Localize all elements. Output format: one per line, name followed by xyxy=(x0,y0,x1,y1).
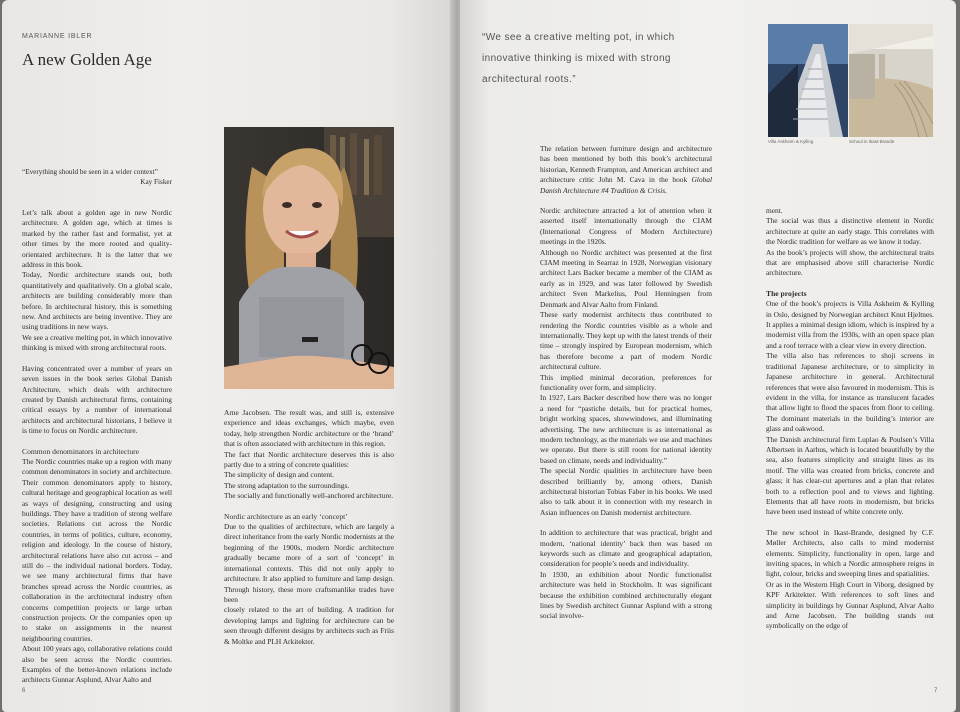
left-page xyxy=(2,0,454,712)
paragraph: About 100 years ago, collaborative relations could also be seen across the Nordic countries. Examples of the better-known relations include architects Gunnar Asplund, Alvar Aalto and xyxy=(22,644,172,685)
paragraph: This implied minimal decoration, preferences for functionality over form, and simplicity. xyxy=(540,372,712,392)
paragraph: The Danish architectural firm Luplao & Poulsen’s Villa Albertsen in Aarhus, which is located beautifully by the sea, also features simplicity and straight lines as its motif. The villa was created from bricks, concrete and glass; it has clear-cut apertures and a plan that relates both to a reflection pool and to views and lighting. Elements that all have roots in modernism, but bricks have been used instead of white concrete only. xyxy=(766,434,934,517)
section-heading: The projects xyxy=(766,288,807,298)
photo-villa-askheim xyxy=(768,24,848,137)
paragraph: Or as in the Western High Court in Viborg, designed by KPF Arkitekter. With references to soft lines and simplicity in buildings by Gunnar Asplund, Alvar Aalto and Arne Jacobsen. The building stands out symbolically on the edge of xyxy=(766,579,934,631)
paragraph-gap xyxy=(22,354,172,364)
paragraph: Due to the qualities of architecture, which are largely a direct inheritance from the early Nordic modernists at the beginning of the 1900s, modern Nordic architecture gradually became more of a sort of ‘concept’ in international contexts. This did not only apply to architecture. It also applied to furniture and lamp design. Through history, these more craftsmanlike trades have been xyxy=(224,522,394,604)
paragraph: The social was thus a distinctive element in Nordic architecture at quite an early stage. This correlates with the Nordic tradition for welfare as we know it today. xyxy=(766,216,934,247)
author-name: MARIANNE IBLER xyxy=(22,33,93,40)
paragraph: The villa also has references to shoji screens in traditional Japanese architecture, or to simplicity in Japanese architecture in general. Architectural references that were also favoured in modernism. This is evident in the villa, for instance as translucent facades that allow light to flood the spaces from floor to ceiling. The dominant materials in the building’s interior are glass and oakwood. xyxy=(766,351,934,434)
section-heading: Nordic architecture as an early ‘concept’ xyxy=(224,511,348,521)
paragraph: Nordic architecture attracted a lot of attention when it asserted itself internationally through the CIAM (International Congress of Modern Architecture) meetings in the 1920s. xyxy=(540,206,712,247)
paragraph: The simplicity of design and content. xyxy=(224,470,335,480)
paragraph: In 1930, an exhibition about Nordic functionalist architecture was held in Stockholm. It was significant because the exhibition combined architecturally elegant lines by Swedish architect Gunnar Asplund with a strong social involve- xyxy=(540,569,712,621)
paragraph: The Nordic countries make up a region with many common denominators in society and architecture. Their common denominators apply to history, cultural heritage and geographical location as well as ways of designing, constructing and using buildings. They have a tradition of strong welfare societies. Relations cut across the Nordic countries, in terms of politics, culture, economy, religion and ideology. In the course of history, architectural relations have also cut across – and still do – the individual national borders. Today, we see many architectural firms that have branches spread across the Nordic countries, as collaboration in the architectural industry often concerns competition projects or large urban construction projects. Or the companies open up to stake on assignments in the nearest neighbouring countries. xyxy=(22,456,172,643)
paragraph: closely related to the art of building. A tradition for developing lamps and lighting for architecture can be seen through different designs by architects such as Friis & Moltke and PLH Arkitekter. xyxy=(224,605,394,646)
paragraph: Let’s talk about a golden age in new Nordic architecture. A golden age, which at times is marked by the rather fast and formalist, yet at other times by the more rooted and quality-orientated architecture. It is the latter that we address in this book. xyxy=(22,208,172,270)
paragraph: Although no Nordic architect was presented at the first CIAM meeting in Searraz in 1928, Norwegian visionary architect Lars Backer became a member of the CIAM as early as in 1929, and was later followed by Swedish architect Sven Markelius, Poul Henningsen from Denmark and Alvar Aalto from Finland. xyxy=(540,247,712,309)
epigraph xyxy=(22,168,172,187)
paragraph: These early modernist architects thus contributed to rendering the Nordic countries visible as a whole and internationally. They kept up with the latest trends of their time – strongly inspired by European modernism, which has therefore become a part of modern Nordic architectural culture. xyxy=(540,310,712,372)
paragraph: The strong adaptation to the surroundings. xyxy=(224,480,350,490)
paragraph-gap xyxy=(766,279,934,289)
paragraph: In 1927, Lars Backer described how there was no longer a need for “pastiche details, but for practical homes, bright working spaces, showwindows, and illuminating advertising. The new architecture is as international as modern technology, as the materials we use and machines we operate. But there is still room for national identity based on climate, needs and individuality.” xyxy=(540,393,712,465)
paragraph: One of the book’s projects is Villa Askheim & Kylling in Oslo, designed by Norwegian architect Knut Hjeltnes. It applies a minimal design idiom, which is inspired by a modernist villa from the 1930s, with an open space plan and a roof terrace with a clear view in every direction. xyxy=(766,299,934,350)
book-title: Global Danish Architecture #4 Tradition & Crisis. xyxy=(540,175,712,195)
paragraph: Today, Nordic architecture stands out, both quantitatively and qualitatively. On a global scale, architects are building considerably more than before. In architectural history, this is something new. And architects are being inventive. They are using traditions in new ways. xyxy=(22,270,172,332)
page-number-right: 7 xyxy=(934,688,938,694)
paragraph: The fact that Nordic architecture deserves this is also partly due to a string of concrete qualities: xyxy=(224,449,394,470)
epigraph-attribution: Kay Fisker xyxy=(140,177,172,186)
paragraph-gap xyxy=(22,437,172,447)
paragraph-gap xyxy=(224,502,394,512)
page-number-left: 6 xyxy=(22,688,26,694)
text-column-3 xyxy=(540,144,712,622)
paragraph: ment. xyxy=(766,206,783,215)
photo-school-ikast-brande xyxy=(849,24,933,137)
paragraph: Arne Jacobsen. The result was, and still is, extensive experience and ideas exchanges, which maybe, even today, help strengthen Nordic architecture or the ‘brand’ that is often associated with architecture in this region. xyxy=(224,408,394,449)
photo-caption-school: School in Ikast-Brande xyxy=(849,139,895,144)
paragraph: Having concentrated over a number of years on seven issues in the book series Global Danish Architecture, which deals with architecture created by Danish architectural firms, containing critical essays by a number of international architects and architectural historians, I believe it is time to focus on Nordic architecture. xyxy=(22,363,172,436)
intro-text: The relation between furniture design and architecture has been mentioned by both this book’s architectural historian, Kenneth Frampton, and American architect and architecture critic John M. Cava in the book xyxy=(540,144,712,185)
pull-quote: “We see a creative melting pot, in which innovative thinking is mixed with strong architectural roots.” xyxy=(482,32,675,85)
paragraph-gap xyxy=(540,518,712,528)
text-column-1 xyxy=(22,208,172,686)
page-title: A new Golden Age xyxy=(22,50,152,69)
text-column-4 xyxy=(766,206,934,632)
author-portrait xyxy=(224,127,394,389)
text-column-2 xyxy=(224,408,394,647)
paragraph-gap xyxy=(540,196,712,206)
paragraph: The special Nordic qualities in architecture have been described brilliantly by, among others, Danish architectural historian Tobias Faber in his books. We used also to talk about it in connection with my research in Asian influences on Danish modernist architecture. xyxy=(540,466,712,517)
paragraph-gap xyxy=(766,518,934,528)
paragraph: We see a creative melting pot, in which innovative thinking is mixed with strong architectural roots. xyxy=(22,332,172,353)
paragraph: As the book’s projects will show, the architectural traits that are emphasised above still characterise Nordic architecture. xyxy=(766,247,934,278)
paragraph: In addition to architecture that was practical, bright and modern, ‘national identity’ back then was based on keywords such as climate and geographical adaptation, consideration for people’s needs and individuality. xyxy=(540,528,712,569)
right-page xyxy=(460,0,956,712)
paragraph xyxy=(540,144,712,196)
photo-caption-villa: Villa Askheim & Kylling xyxy=(768,139,814,144)
section-heading: Common denominators in architecture xyxy=(22,446,140,456)
paragraph: The new school in Ikast-Brande, designed by C.F. Møller Architects, also calls to mind modernist elements. Simplicity, functionality in open, large and inviting spaces, in which a Nordic atmosphere reigns in light, colour, bricks and sweeping lines and spatialities. xyxy=(766,527,934,579)
paragraph: The socially and functionally well-anchored architecture. xyxy=(224,491,394,501)
portrait-image xyxy=(224,127,394,389)
epigraph-quote: “Everything should be seen in a wider context” xyxy=(22,168,158,176)
